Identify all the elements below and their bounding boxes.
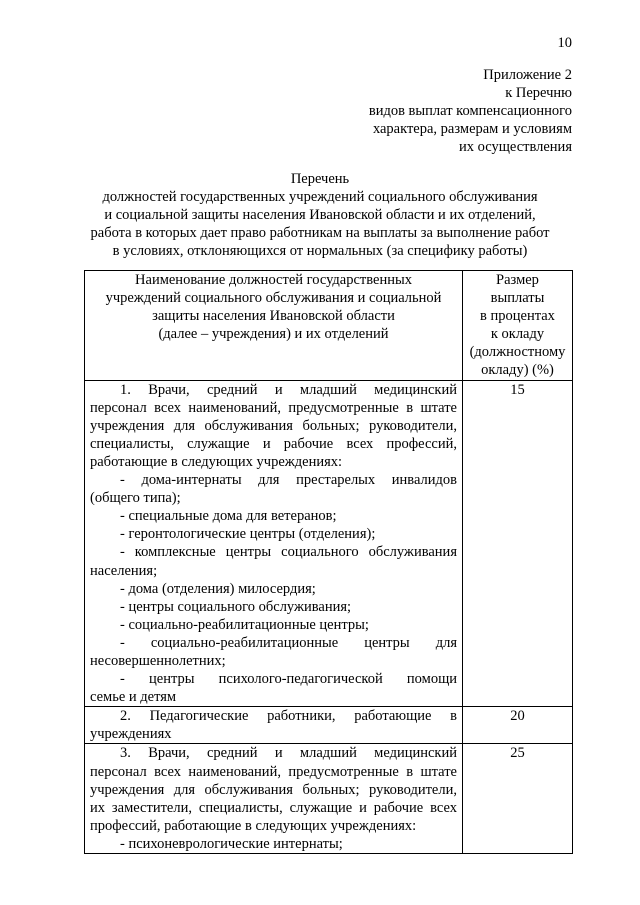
cell-line: работающие в следующих учреждениях: — [90, 453, 343, 470]
cell-line: - дома-интернаты для престарелых инвалидов — [120, 472, 457, 489]
cell-line: учреждениях — [90, 726, 172, 743]
cell-line: 3. Врачи, средний и младший медицинский — [120, 745, 457, 762]
header-line: (далее – учреждения) и их отделений — [158, 326, 389, 343]
payment-rate-cell: 25 — [463, 744, 573, 854]
cell-line: 2. Педагогические работники, работающие в — [120, 708, 457, 725]
subtitle-line: работа в которых дает право работникам на выплаты за выполнение работ — [90, 225, 550, 242]
header-line: (должностному — [469, 344, 566, 361]
cell-line: - геронтологические центры (отделения); — [120, 526, 376, 543]
positions-table — [84, 270, 573, 854]
cell-line: 1. Врачи, средний и младший медицинский — [120, 381, 457, 398]
header-line: окладу) (%) — [481, 362, 554, 379]
cell-line: - психоневрологические интернаты; — [120, 835, 343, 852]
cell-line: - дома (отделения) милосердия; — [120, 580, 316, 597]
table-row — [85, 707, 573, 744]
header-payment-rate — [463, 271, 573, 381]
table-header-row — [85, 271, 573, 381]
cell-line: персонал всех наименований, предусмотренные в штате — [90, 763, 457, 780]
appendix-line: видов выплат компенсационного — [368, 103, 572, 120]
header-line: к окладу — [490, 326, 545, 343]
header-line: выплаты — [490, 290, 545, 307]
cell-line: персонал всех наименований, предусмотренные в штате — [90, 399, 457, 416]
cell-line: - комплексные центры социального обслуживания — [120, 544, 457, 561]
appendix-line: Приложение 2 — [483, 67, 572, 83]
appendix-line: характера, размерам и условиям — [372, 121, 572, 138]
appendix-line: их осуществления — [459, 139, 572, 156]
document-title: Перечень — [290, 171, 350, 187]
cell-line: их заместители, специалисты, служащие и рабочие всех — [90, 799, 457, 816]
payment-rate-cell: 15 — [463, 380, 573, 707]
header-line: в процентах — [480, 308, 555, 325]
position-cell — [85, 707, 463, 744]
cell-line: - специальные дома для ветеранов; — [120, 508, 337, 525]
cell-line: - социально-реабилитационные центры для — [120, 634, 457, 651]
header-line: защиты населения Ивановской области — [152, 308, 395, 325]
table-row — [85, 380, 573, 707]
cell-line: населения; — [90, 562, 158, 579]
header-position-name — [85, 271, 463, 381]
header-line: учреждений социального обслуживания и социальной — [105, 290, 442, 307]
cell-line: учреждения для обслуживания больных; руководители, — [90, 781, 457, 798]
appendix-reference — [369, 66, 572, 156]
cell-line: специалисты, служащие и рабочие всех профессий, — [90, 435, 457, 452]
cell-line: профессий, работающие в следующих учреждениях: — [90, 817, 417, 834]
cell-line: - центры социального обслуживания; — [120, 598, 352, 615]
cell-line: - центры психолого-педагогической помощи — [120, 671, 457, 688]
payment-rate-cell: 20 — [463, 707, 573, 744]
cell-line: (общего типа); — [90, 490, 181, 507]
cell-line: несовершеннолетних; — [90, 652, 226, 669]
cell-line: учреждения для обслуживания больных; руководители, — [90, 417, 457, 434]
cell-line: - социально-реабилитационные центры; — [120, 616, 369, 633]
page-number: 10 — [557, 35, 572, 51]
position-cell — [85, 380, 463, 707]
position-cell — [85, 744, 463, 854]
header-line: Наименование должностей государственных — [135, 272, 412, 288]
cell-line: семье и детям — [90, 689, 177, 706]
document-heading — [60, 170, 580, 260]
header-line: Размер — [496, 272, 539, 288]
subtitle-line: в условиях, отклоняющихся от нормальных (за специфику работы) — [112, 243, 528, 260]
subtitle-line: должностей государственных учреждений социального обслуживания — [102, 189, 538, 206]
appendix-line: к Перечню — [505, 85, 572, 102]
subtitle-line: и социальной защиты населения Ивановской области и их отделений, — [104, 207, 536, 224]
table-row — [85, 744, 573, 854]
